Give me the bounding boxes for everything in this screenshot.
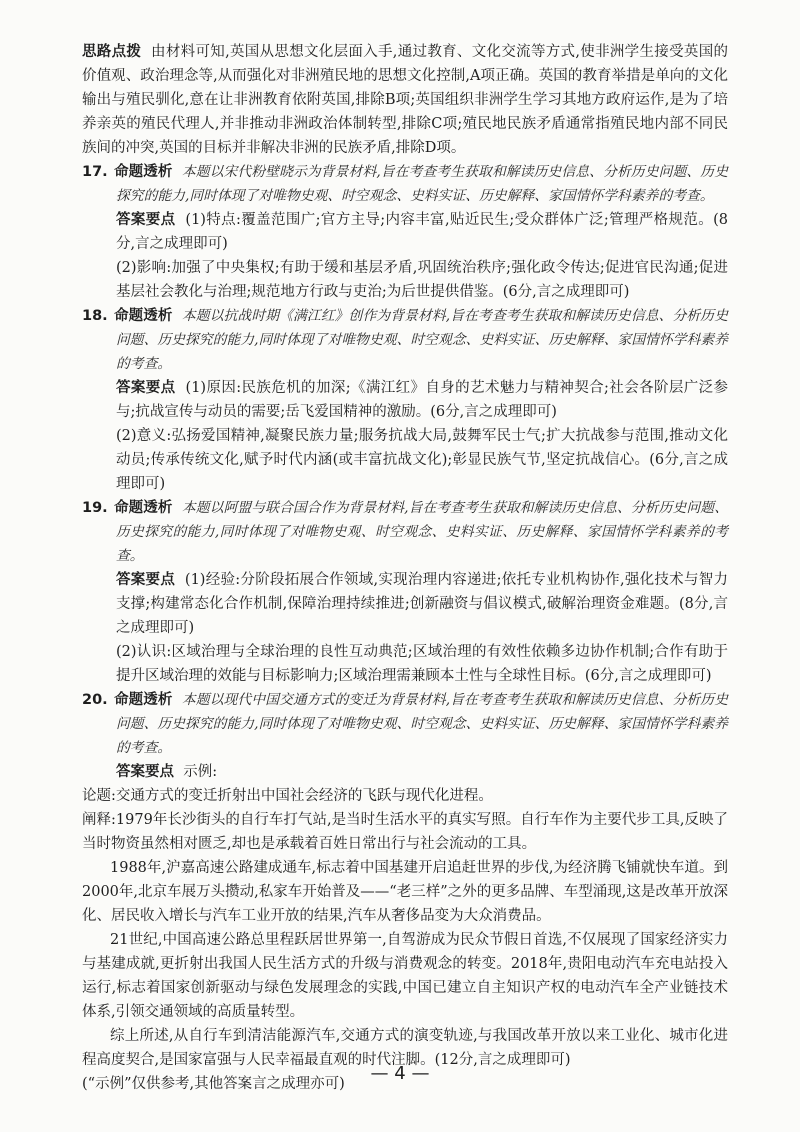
q20-paragraph-2: 1988年,沪嘉高速公路建成通车,标志着中国基建开启追赶世界的步伐,为经济腾飞铺就快车道。到2000年,北京车展万头攒动,私家车开始普及——“老三样”之外的更多品牌、车型涌现,这是改革开放深化、居民收入增长与汽车工业开放的结果,汽车从奢侈品变为大众消费品。: [82, 860, 728, 924]
q17-answer-2: (2)影响:加强了中央集权;有助于缓和基层矛盾,巩固统治秩序;强化政令传达;促进官民沟通;促进基层社会教化与治理;规范地方行政与吏治;为后世提供借鉴。(6分,言之成理即可): [116, 260, 728, 300]
page-number: — 4 —: [370, 1063, 430, 1084]
q17-number: 17.: [82, 164, 108, 180]
q20-note: (“示例”仅供参考,其他答案言之成理亦可): [82, 1076, 345, 1092]
q20-analysis-text: 本题以现代中国交通方式的变迁为背景材料,旨在考查考生获取和解读历史信息、分析历史问题、历史探究的能力,同时体现了对唯物史观、时空观念、史料实证、历史解释、家国情怀学科素养的考查。: [116, 692, 728, 756]
q19-analysis-label: 命题透析: [114, 500, 173, 516]
q18-number: 18.: [82, 308, 108, 324]
q18-answer-2: (2)意义:弘扬爱国精神,凝聚民族力量;服务抗战大局,鼓舞军民士气;扩大抗战参与范围,推动文化动员;传承传统文化,赋予时代内涵(或丰富抗战文化);彰显民族气节,坚定抗战信心。(6分,言之成理即可): [116, 428, 728, 492]
q19-number: 19.: [82, 500, 108, 516]
q19-answer-2: (2)认识:区域治理与全球治理的良性互动典范;区域治理的有效性依赖多边协作机制;合作有助于提升区域治理的效能与目标影响力;区域治理需兼顾本土性与全球性目标。(6分,言之成理即可): [116, 644, 728, 684]
q20-answer-label: 答案要点: [116, 764, 174, 780]
q17-answer-1-text: (1)特点:覆盖范围广;官方主导;内容丰富,贴近民生;受众群体广泛;管理严格规范。(8分,言之成理即可): [116, 212, 728, 252]
question-19: [82, 496, 728, 688]
q20-thesis: 论题:交通方式的变迁折射出中国社会经济的飞跃与现代化进程。: [82, 788, 493, 804]
q18-answer-1: [82, 376, 728, 424]
q19-answer-1: [82, 568, 728, 640]
q20-example-label: 示例:: [183, 764, 218, 780]
q17-answer-label: 答案要点: [116, 212, 176, 228]
q19-answer-label: 答案要点: [116, 572, 176, 588]
q20-analysis: [82, 688, 728, 760]
q18-analysis-text: 本题以抗战时期《满江红》创作为背景材料,旨在考查考生获取和解读历史信息、分析历史问题、历史探究的能力,同时体现了对唯物史观、时空观念、史料实证、历史解释、家国情怀学科素养的考查。: [116, 308, 728, 372]
q18-analysis-label: 命题透析: [114, 308, 173, 324]
q18-analysis: [82, 304, 728, 376]
q19-answer-1-text: (1)经验:分阶段拓展合作领域,实现治理内容递进;依托专业机构协作,强化技术与智力支撑;构建常态化合作机制,保障治理持续推进;创新融资与倡议模式,破解治理资金难题。(8分,言之成理即可): [116, 572, 729, 636]
q20-paragraph-1: 阐释:1979年长沙街头的自行车打气站,是当时生活水平的真实写照。自行车作为主要代步工具,反映了当时物资虽然相对匮乏,却也是承载着百姓日常出行与社会流动的工具。: [82, 812, 728, 852]
intro-text: 由材料可知,英国从思想文化层面入手,通过教育、文化交流等方式,使非洲学生接受英国的价值观、政治理念等,从而强化对非洲殖民地的思想文化控制,A项正确。英国的教育举措是单向的文化输出与殖民驯化,意在让非洲教育依附英国,排除B项;英国组织非洲学生学习其地方政府运作,是为了培养亲英的殖民代理人,并非推动非洲政治体制转型,排除C项;殖民地民族矛盾通常指殖民地内部不同民族间的冲突,英国的目标并非解决非洲的民族矛盾,排除D项。: [82, 44, 729, 156]
question-18: [82, 304, 728, 496]
q20-analysis-label: 命题透析: [114, 692, 173, 708]
q20-number: 20.: [82, 692, 108, 708]
q19-analysis-text: 本题以阿盟与联合国合作为背景材料,旨在考查考生获取和解读历史信息、分析历史问题、历史探究的能力,同时体现了对唯物史观、时空观念、史料实证、历史解释、家国情怀学科素养的考查。: [116, 500, 728, 564]
q20-paragraph-3: 21世纪,中国高速公路总里程跃居世界第一,自驾游成为民众节假日首选,不仅展现了国家经济实力与基建成就,更折射出我国人民生活方式的升级与消费观念的转变。2018年,贵阳电动汽车充电站投入运行,标志着国家创新驱动与绿色发展理念的实践,中国已建立自主知识产权的电动汽车全产业链技术体系,引领交通领域的高质量转型。: [82, 932, 728, 1020]
question-20: [82, 688, 728, 1096]
q17-analysis-label: 命题透析: [114, 164, 173, 180]
q17-analysis-text: 本题以宋代粉壁晓示为背景材料,旨在考查考生获取和解读历史信息、分析历史问题、历史探究的能力,同时体现了对唯物史观、时空观念、史料实证、历史解释、家国情怀学科素养的考查。: [116, 164, 728, 204]
q17-analysis: [82, 160, 728, 208]
intro-label: 思路点拨: [82, 44, 142, 60]
q17-answer-1: [82, 208, 728, 256]
q19-analysis: [82, 496, 728, 568]
q18-answer-label: 答案要点: [116, 380, 176, 396]
intro-paragraph: [82, 40, 728, 160]
q18-answer-1-text: (1)原因:民族危机的加深;《满江红》自身的艺术魅力与精神契合;社会各阶层广泛参与;抗战宣传与动员的需要;岳飞爱国精神的激励。(6分,言之成理即可): [116, 380, 729, 420]
q20-paragraph-4: 综上所述,从自行车到清洁能源汽车,交通方式的演变轨迹,与我国改革开放以来工业化、城市化进程高度契合,是国家富强与人民幸福最直观的时代注脚。(12分,言之成理即可): [82, 1028, 728, 1068]
q20-answer-header: [82, 760, 728, 784]
question-17: [82, 160, 728, 304]
